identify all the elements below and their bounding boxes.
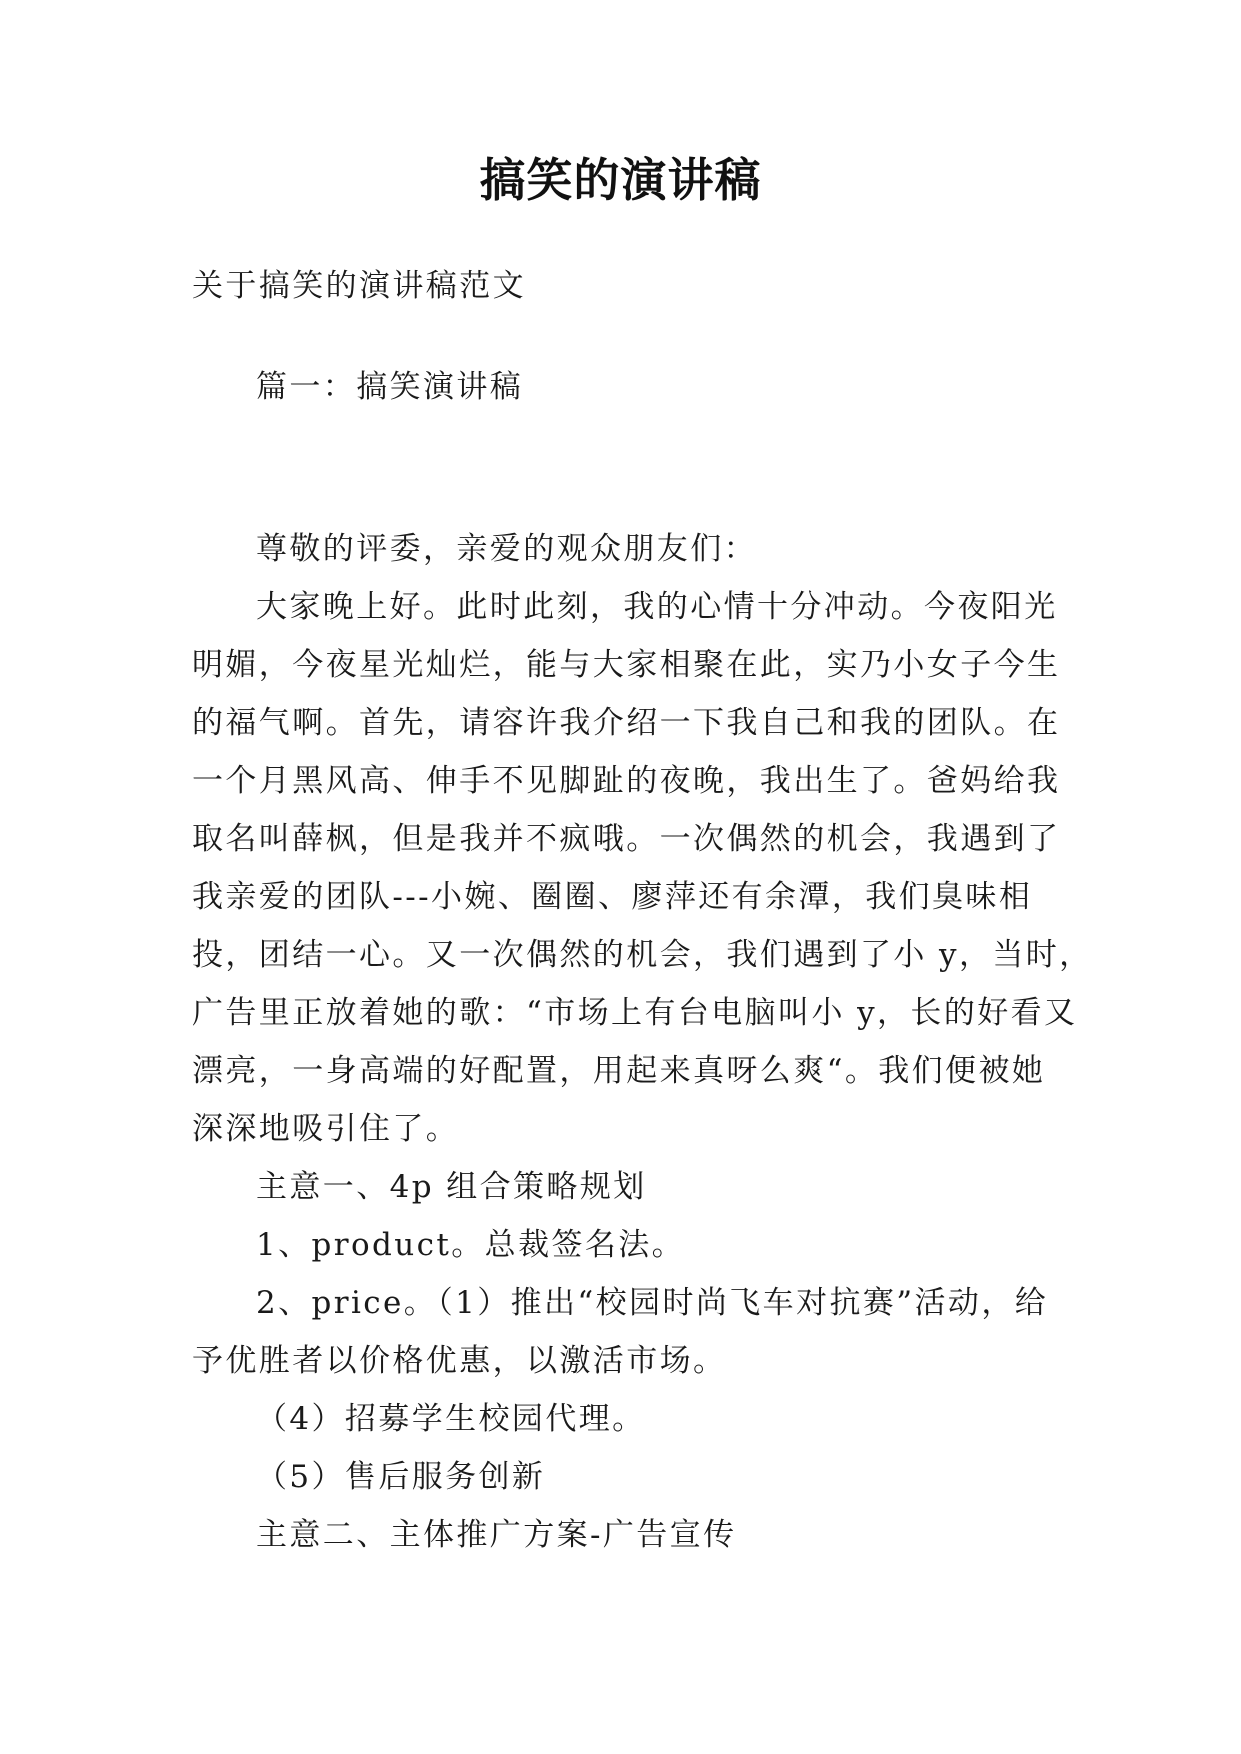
paragraph-line: 漂亮，一身高端的好配置，用起来真呀么爽“。我们便被她: [192, 1053, 1046, 1089]
paragraph-line: 的福气啊。首先，请容许我介绍一下我自己和我的团队。在: [192, 705, 1061, 741]
paragraph-line: 广告里正放着她的歌：“市场上有台电脑叫小 y，长的好看又: [192, 995, 1078, 1031]
document-title: 搞笑的演讲稿: [479, 153, 762, 207]
paragraph-line: 予优胜者以价格优惠，以激活市场。: [192, 1343, 727, 1379]
paragraph-line: 取名叫薛枫，但是我并不疯哦。一次偶然的机会，我遇到了: [192, 821, 1061, 857]
paragraph-line: 大家晚上好。此时此刻，我的心情十分冲动。今夜阳光: [256, 589, 1058, 625]
section-heading: 篇一：搞笑演讲稿: [256, 369, 524, 405]
salutation-line: 尊敬的评委，亲爱的观众朋友们：: [256, 531, 757, 567]
idea-one-heading: 主意一、4p 组合策略规划: [256, 1169, 647, 1205]
list-item: （5）售后服务创新: [256, 1459, 546, 1495]
paragraph-line: 明媚，今夜星光灿烂，能与大家相聚在此，实乃小女子今生: [192, 647, 1061, 683]
paragraph-line: 一个月黑风高、伸手不见脚趾的夜晚，我出生了。爸妈给我: [192, 763, 1061, 799]
paragraph-line: 深深地吸引住了。: [192, 1111, 460, 1147]
paragraph-line: 投，团结一心。又一次偶然的机会，我们遇到了小 y，当时，: [192, 937, 1093, 973]
paragraph-line: 我亲爱的团队---小婉、圈圈、廖萍还有余潭，我们臭味相: [192, 879, 1033, 915]
list-item: 2、price。（1）推出“校园时尚飞车对抗赛”活动，给: [256, 1285, 1049, 1321]
list-item: （4）招募学生校园代理。: [256, 1401, 646, 1437]
idea-two-heading: 主意二、主体推广方案-广告宣传: [256, 1517, 737, 1553]
document-subtitle: 关于搞笑的演讲稿范文: [192, 268, 526, 304]
list-item: 1、product。总裁签名法。: [256, 1227, 686, 1263]
